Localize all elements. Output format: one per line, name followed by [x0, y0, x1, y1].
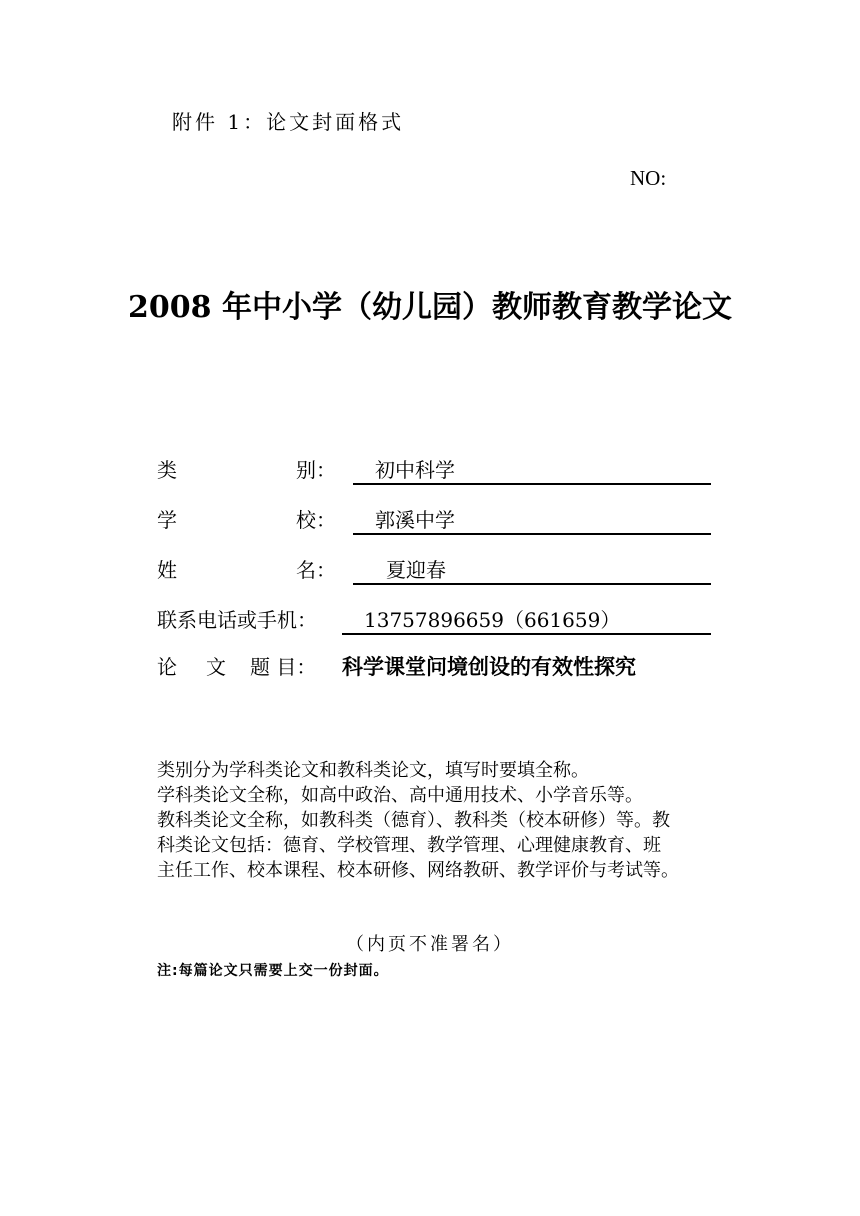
page-title: 2008 年中小学（幼儿园）教师教育教学论文 — [128, 290, 732, 325]
phone-field[interactable] — [342, 605, 711, 635]
thesis-title-label-third: 题 目： — [250, 655, 317, 679]
category-field[interactable] — [353, 455, 711, 485]
thesis-title-field[interactable] — [342, 652, 717, 682]
inner-page-note: （内页不准署名） — [346, 934, 514, 955]
category-label-first: 类 — [157, 458, 177, 482]
name-field[interactable] — [353, 555, 711, 585]
phone-row — [157, 605, 717, 635]
thesis-title-label-second: 文 — [206, 655, 226, 679]
note-line: 类别分为学科类论文和教科类论文，填写时要填全称。 — [157, 760, 589, 781]
number-label: NO: — [630, 166, 667, 190]
name-label-first: 姓 — [157, 558, 177, 582]
school-value: 郭溪中学 — [375, 508, 455, 532]
thesis-title-row — [157, 652, 717, 682]
name-value: 夏迎春 — [386, 558, 446, 582]
category-label-second: 别： — [296, 458, 336, 482]
note-line: 学科类论文全称，如高中政治、高中通用技术、小学音乐等。 — [157, 785, 643, 806]
category-row — [157, 455, 717, 485]
school-row — [157, 505, 717, 535]
name-label-second: 名： — [296, 558, 336, 582]
name-row — [157, 555, 717, 585]
footnote: 注:每篇论文只需要上交一份封面。 — [157, 963, 389, 979]
note-line: 科类论文包括：德育、学校管理、教学管理、心理健康教育、班 — [157, 835, 661, 856]
note-line: 教科类论文全称，如教科类（德育）、教科类（校本研修）等。教 — [157, 810, 670, 831]
category-notes — [157, 758, 732, 883]
thesis-title-label-first: 论 — [157, 655, 177, 679]
phone-label: 联系电话或手机： — [157, 608, 317, 632]
note-line: 主任工作、校本课程、校本研修、网络教研、教学评价与考试等。 — [157, 860, 679, 881]
school-label-first: 学 — [157, 508, 177, 532]
category-value: 初中科学 — [375, 458, 455, 482]
phone-value: 13757896659（661659） — [364, 608, 621, 632]
school-label-second: 校： — [296, 508, 336, 532]
thesis-title-value: 科学课堂问境创设的有效性探究 — [342, 655, 636, 679]
school-field[interactable] — [353, 505, 711, 535]
attachment-label: 附件 1：论文封面格式 — [172, 110, 405, 134]
